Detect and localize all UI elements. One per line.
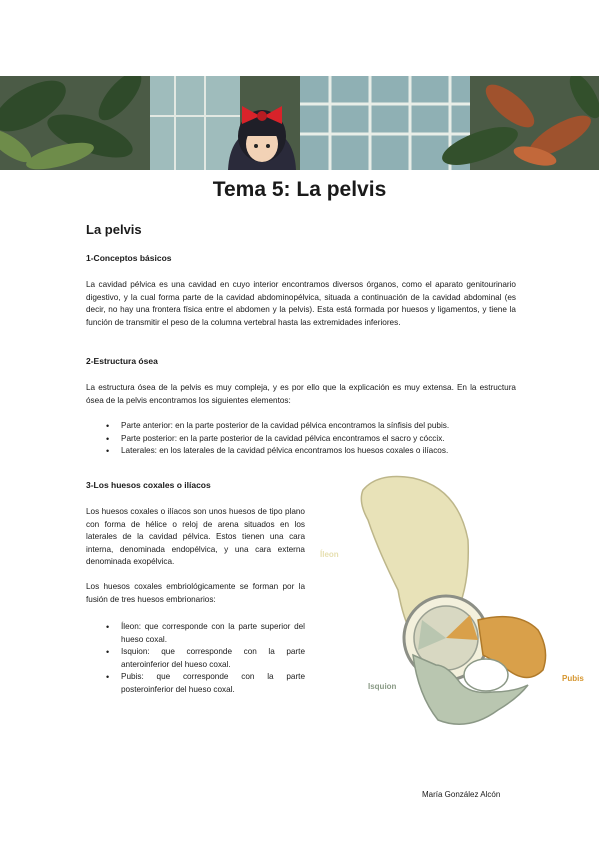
paragraph-conceptos: La cavidad pélvica es una cavidad en cuyo interior encontramos diversos órganos, como el aparato genitourinario digestivo, y la cual forma parte de la cavidad abdominopélvica, situada a continuación de la cavidad abdominal (es decir, no hay una frontera física entre el abdomen y la pelvis). Esta está formada por huesos y ligamentos, y tiene la función de transmitir el peso de la columna vertebral hasta las extremidades inferiores. [86,280,516,327]
label-isquion: Isquion [368,682,397,691]
hip-bone-figure [318,470,598,740]
heading-conceptos: 1-Conceptos básicos [86,253,172,263]
heading-estructura: 2-Estructura ósea [86,356,158,366]
hip-bone-illustration [318,470,598,740]
paragraph-coxales-1: Los huesos coxales o ilíacos son unos huesos de tipo plano con forma de hélice o reloj de arena situados en los laterales de la cavidad pélvica. Estos tienen una cara interna, denominada endopélvica, y una cara externa denominada exopélvica. [86,507,305,566]
author-footer: María González Alcón [422,790,501,799]
list-item: • Parte anterior: en la parte posterior de la cavidad pélvica encontramos la sínfisis del pubis. [104,420,524,433]
header-banner-image [0,76,599,170]
list-item: • Isquion: que corresponde con la parte anteroinferior del hueso coxal. [104,646,305,671]
list-item: • Íleon: que corresponde con la parte superior del hueso coxal. [104,621,305,646]
list-item: • Laterales: en los laterales de la cavidad pélvica encontramos los huesos coxales o ilíacos. [104,445,524,458]
list-item: • Parte posterior: en la parte posterior de la cavidad pélvica encontramos el sacro y cóccix. [104,433,524,446]
label-pubis: Pubis [562,674,584,683]
list-item: • Pubis: que corresponde con la parte posteroinferior del hueso coxal. [104,671,305,696]
list-coxales [104,621,305,696]
heading-coxales: 3-Los huesos coxales o ilíacos [86,480,211,490]
list-estructura [104,420,524,458]
label-ileon: Íleon [320,550,339,559]
paragraph-estructura: La estructura ósea de la pelvis es muy compleja, y es por ello que la explicación es muy extensa. En la estructura ósea de la pelvis encontramos los siguientes elementos: [86,383,516,405]
section-title: La pelvis [86,222,142,237]
paragraph-coxales-2: Los huesos coxales embriológicamente se forman por la fusión de tres huesos embrionarios: [86,582,305,604]
document-title: Tema 5: La pelvis [212,178,387,201]
